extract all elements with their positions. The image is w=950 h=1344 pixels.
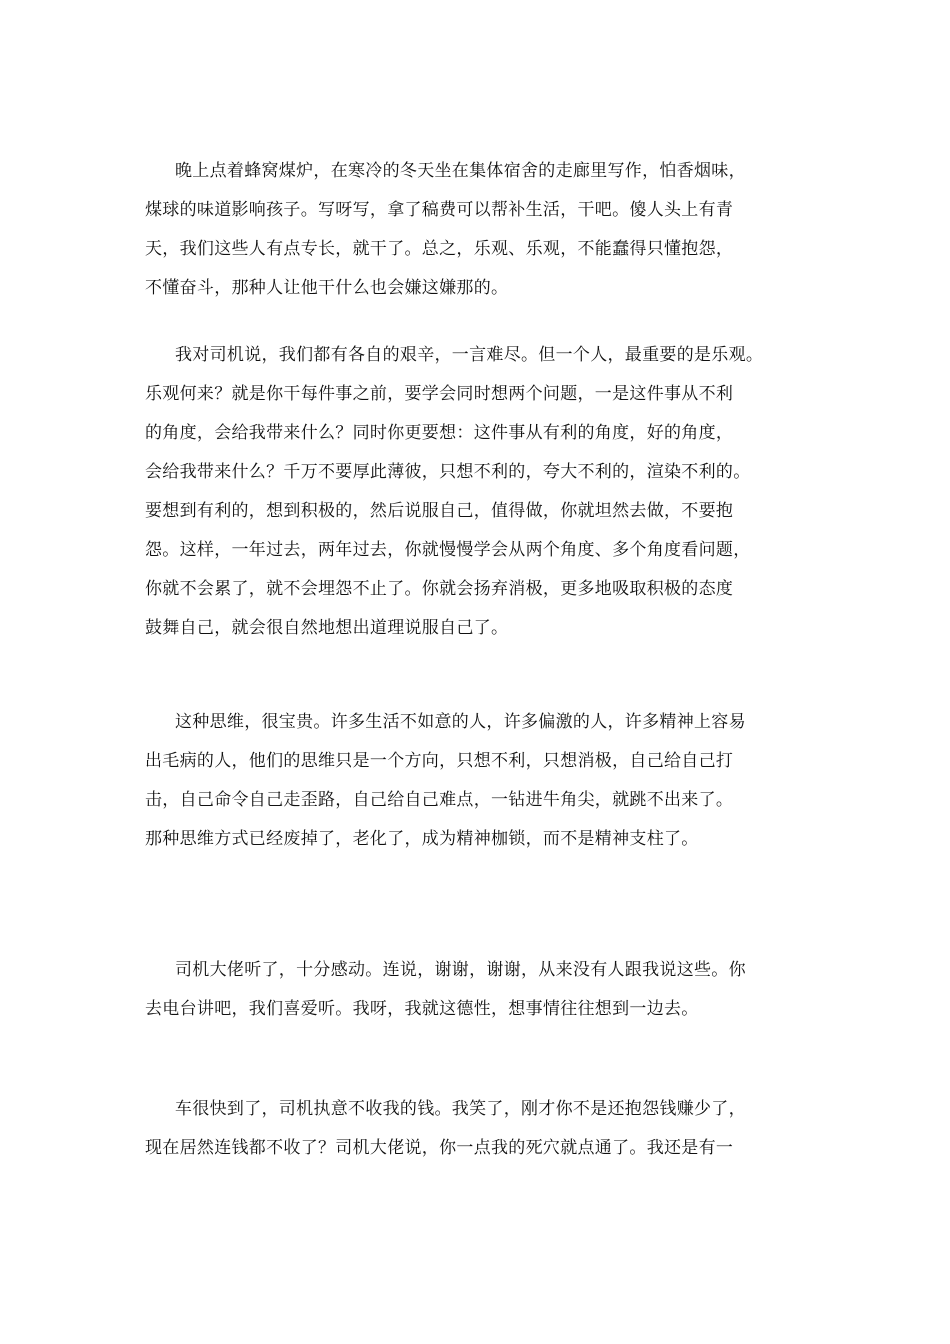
paragraph-line: 鼓舞自己，就会很自然地想出道理说服自己了。 (145, 618, 509, 638)
paragraph-line: 会给我带来什么？千万不要厚此薄彼，只想不利的，夸大不利的，渲染不利的。 (145, 462, 751, 482)
paragraph-4 (145, 951, 825, 1029)
paragraph-line: 乐观何来？就是你干每件事之前，要学会同时想两个问题，一是这件事从不利 (145, 384, 734, 404)
paragraph-line: 击，自己命令自己走歪路，自己给自己难点，一钻进牛角尖，就跳不出来了。 (145, 790, 734, 810)
paragraph-line: 要想到有利的，想到积极的，然后说服自己，值得做，你就坦然去做，不要抱 (145, 501, 734, 521)
paragraph-line: 我对司机说，我们都有各自的艰辛，一言难尽。但一个人，最重要的是乐观。 (175, 345, 764, 365)
paragraph-line: 怨。这样，一年过去，两年过去，你就慢慢学会从两个角度、多个角度看问题， (145, 540, 751, 560)
paragraph-2 (145, 336, 825, 648)
paragraph-line: 这种思维，很宝贵。许多生活不如意的人，许多偏激的人，许多精神上容易 (175, 712, 746, 732)
paragraph-line: 车很快到了，司机执意不收我的钱。我笑了，刚才你不是还抱怨钱赚少了， (175, 1099, 746, 1119)
paragraph-line: 天，我们这些人有点专长，就干了。总之，乐观、乐观，不能蠢得只懂抱怨， (145, 239, 734, 259)
paragraph-line: 不懂奋斗，那种人让他干什么也会嫌这嫌那的。 (145, 278, 509, 298)
paragraph-line: 司机大佬听了，十分感动。连说，谢谢，谢谢，从来没有人跟我说这些。你 (175, 960, 746, 980)
paragraph-1 (145, 152, 825, 308)
paragraph-3 (145, 703, 825, 859)
paragraph-line: 去电台讲吧，我们喜爱听。我呀，我就这德性，想事情往往想到一边去。 (145, 999, 699, 1019)
paragraph-line: 那种思维方式已经废掉了，老化了，成为精神枷锁，而不是精神支柱了。 (145, 829, 699, 849)
paragraph-line: 你就不会累了，就不会埋怨不止了。你就会扬弃消极，更多地吸取积极的态度 (145, 579, 734, 599)
paragraph-line: 出毛病的人，他们的思维只是一个方向，只想不利，只想消极，自己给自己打 (145, 751, 734, 771)
paragraph-line: 煤球的味道影响孩子。写呀写，拿了稿费可以帮补生活，干吧。傻人头上有青 (145, 200, 734, 220)
paragraph-line: 现在居然连钱都不收了？司机大佬说，你一点我的死穴就点通了。我还是有一 (145, 1138, 734, 1158)
paragraph-5 (145, 1090, 825, 1168)
paragraph-line: 晚上点着蜂窝煤炉，在寒冷的冬天坐在集体宿舍的走廊里写作，怕香烟味， (175, 161, 746, 181)
paragraph-line: 的角度，会给我带来什么？同时你更要想：这件事从有利的角度，好的角度， (145, 423, 734, 443)
